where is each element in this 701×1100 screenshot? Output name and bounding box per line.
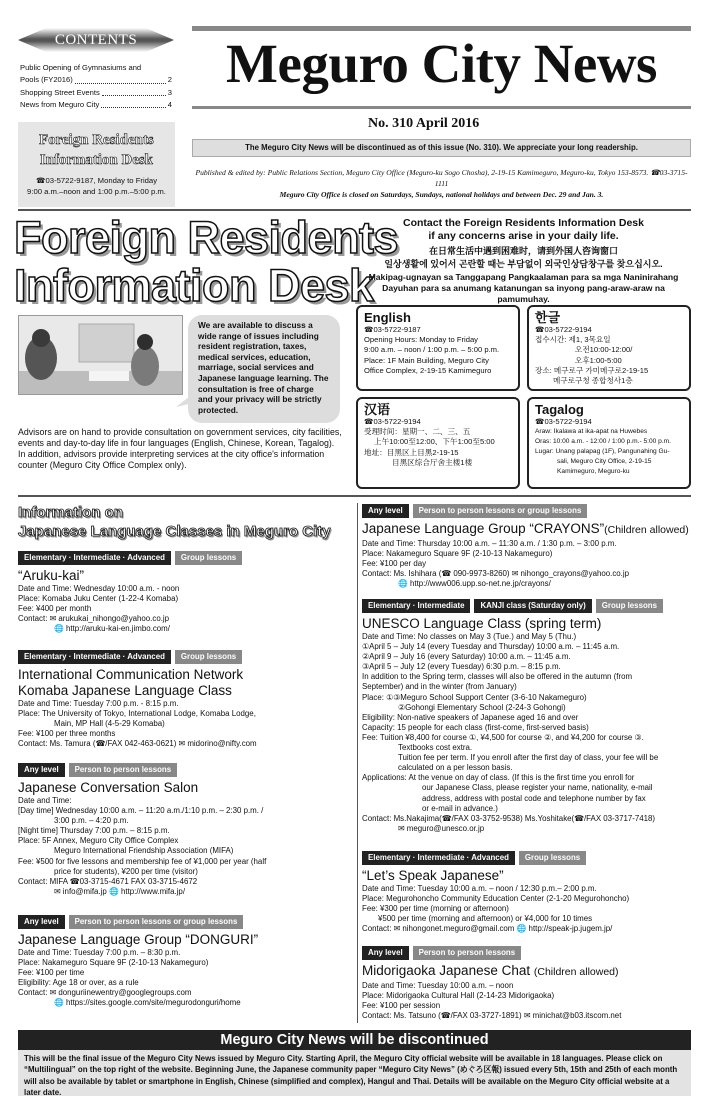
class-name: Japanese Conversation Salon: [18, 780, 199, 795]
class-unesco: Elementary · Intermediate KANJI class (Saturday only) Group lessons UNESCO Language Class (spring term) Date and Time: No classes on May 3 (Tue.) and May 5 (Thu.) ①April 5 – July 14 (every Tuesday and Thursday) 10:00 a.m. – 11:45 a.m. ②April 9 – July 16 (every Saturday) 10:00 a.m. – 11:45 a.m. ③April 5 – July 12 (every Tuesday) 6:30 p.m. – 8:15 p.m. In addition to the Spring term, classes will also be offered in the autumn (from September) and in the winter (from January) Place: ①③Meguro School Support Center (3-6-10 Nakameguro) ②Gohongi Elementary School (2-24-3 Gohongi) Eligibility: Non-native speakers of Japanese aged 16 and over Capacity: 15 people for each class (first-come, first-served basis) Fee: Tuition ¥8,400 for course ①, ¥4,500 for course ②, and ¥4,200 for course ③. Textbooks cost extra. Tuition fee per term. If you enroll after the first day of class, your fee will be calculated on a per lesson basis. Applications: At the venue on day of class. (If this is the first time you enroll for our Japanese Class, please register your name, nationality, e-mail address, address with postal code and telephone number by fax or e-mail in advance.) Contact: Ms.Nakajima(☎/FAX 03-3752-9538) Ms.Yoshitake(☎/FAX 03-3717-7418) ✉ meguro@unesco.or.jp: [362, 599, 691, 834]
class-email[interactable]: ✉ meguro@unesco.or.jp: [398, 823, 485, 833]
divider: [18, 495, 691, 497]
contact-translations: 在日常生活中遇到困难时，请到外国人咨询窗口 일상생활에 있어서 곤란할 때는 부담없이 외국인상담창구를 찾으십시오.: [384, 246, 663, 269]
class-speak: Elementary · Intermediate · Advanced Group lessons “Let’s Speak Japanese” Date and Time: Tuesday 10:00 a.m. – noon / 12:30 p.m.– 2:00 p.m. Place: Megurohoncho Community Education Center (2-1-20 Megurohoncho) Fee: ¥300 per time (morning or afternoon) ¥500 per time (morning and afternoon) or ¥4,000 for 10 times Contact: ✉ nihongonet.meguro@gmail.com 🌐 http://speak-jp.jugem.jp/: [362, 851, 691, 934]
table-of-contents: [20, 62, 172, 111]
class-icn: Elementary · Intermediate · Advanced Group lessons International Communication Network Komaba Japanese Language Class Date and Time: Tuesday 7:00 p.m. - 8:15 p.m. Place: The University of Tokyo, International Lodge, Komaba Lodge, Main, MP Hall (4-5-29 Komaba) Fee: ¥100 per three months Contact: Ms. Tamura (☎/FAX 042-463-0621) ✉ midorino@nifty.com: [18, 650, 354, 749]
english-box: English ☎03-5722-9187 Opening Hours: Monday to Friday 9:00 a.m. – noon / 1:00 p.m. – 5:00 p.m. Place: 1F Main Building, Meguro City Office Complex, 2-19-15 Kamimeguro: [356, 305, 520, 391]
masthead-title: Meguro City News: [226, 33, 657, 94]
toc-item[interactable]: Shopping Street Events 3: [20, 87, 172, 97]
desk-box-title-2: Information Desk: [39, 152, 154, 168]
contact-heading: Contact the Foreign Residents Information Desk if any concerns arise in your daily life.: [403, 217, 644, 242]
issue-number: No. 310 April 2016: [368, 116, 480, 131]
level-tag: Elementary · Intermediate · Advanced: [18, 650, 171, 664]
type-tag: Group lessons: [596, 599, 663, 613]
level-tag: Any level: [18, 915, 65, 929]
desk-headline: Foreign Residents Information Desk: [14, 212, 399, 311]
type-tag: Person to person lessons or group lessons: [413, 504, 588, 518]
type-tag: Group lessons: [175, 551, 242, 565]
type-tag: Group lessons: [175, 650, 242, 664]
type-tag: Person to person lessons or group lessons: [69, 915, 244, 929]
level-tag: Elementary · Intermediate · Advanced: [362, 851, 515, 865]
class-name: Japanese Language Group “CRAYONS”(Children allowed): [362, 521, 689, 536]
publisher-info: Published & edited by: Public Relations Section, Meguro City Office (Meguro-ku Sogo Chosha), 2-19-15 Kamimeguro, Meguro-ku, Tokyo 153-8573. ☎03-3715-1111 Meguro City Office is closed on Saturdays, Sundays, national holidays and between Dec. 29 and Jan. 3.: [195, 168, 688, 199]
desk-info-box: [18, 122, 175, 207]
type-tag: Person to person lessons: [69, 763, 177, 777]
level-tag: Elementary · Intermediate: [362, 599, 470, 613]
discontinue-notice: The Meguro City News will be discontinued as of this issue (No. 310). We appreciate your long readership.: [192, 139, 691, 157]
class-salon: Any level Person to person lessons Japanese Conversation Salon Date and Time: [Day time] Wednesday 10:00 a.m. – 11:20 a.m./1:10 p.m. – 2:30 p.m. / 3:00 p.m. – 4:20 p.m. [Night time] Thursday 7:00 p.m. – 8:15 p.m. Place: 5F Annex, Meguro City Office Complex Meguro International Friendship Association (MIFA) Fee: ¥500 for five lessons and membership fee of ¥1,000 per year (half price for students), ¥200 per time (visitor) Contact: MIFA ☎03-3715-4671 FAX 03-3715-4672 ✉ info@mifa.jp 🌐 http://www.mifa.jp/: [18, 763, 354, 897]
class-name: UNESCO Language Class (spring term): [362, 616, 602, 631]
class-url[interactable]: 🌐 https://sites.google.com/site/megurodonguri/home: [54, 998, 241, 1008]
level-tag: Elementary · Intermediate · Advanced: [18, 551, 171, 565]
class-donguri: Any level Person to person lessons or group lessons Japanese Language Group “DONGURI” Date and Time: Tuesday 7:00 p.m. – 8:30 p.m. Place: Nakameguro Square 9F (2-10-13 Nakameguro) Fee: ¥100 per time Eligibility: Age 18 or over, as a rule Contact: ✉ donguriinewentry@googlegroups.com 🌐 https://sites.google.com/site/megurodonguri/home: [18, 915, 354, 1009]
class-crayons: Any level Person to person lessons or group lessons Japanese Language Group “CRAYONS”(Children allowed) Date and Time: Thursday 10:00 a.m. – 11:30 a.m. / 1:30 p.m. – 3:00 p.m. Place: Nakameguro Square 9F (2-10-13 Nakameguro) Fee: ¥100 per day Contact: Ms. Ishihara (☎ 090-9973-8260) ✉ nihongo_crayons@yahoo.co.jp 🌐 http://www006.upp.so-net.ne.jp/crayons/: [362, 504, 691, 589]
korean-box: 한글 ☎03-5722-9194 접수시간: 제1, 3목요일 오전10:00-12:00/ 오후1:00-5:00 장소: 메구로구 가미메구로2-19-15 메구로구청 종합청사1층: [527, 305, 691, 391]
divider: [18, 209, 691, 211]
desk-box-hours: ☎03-5722-9187, Monday to Friday 9:00 a.m.–noon and 1:00 p.m.–5:00 p.m.: [27, 176, 166, 196]
advisors-text: Advisors are on hand to provide consultation on government services, city facilities, events and day-to-day life in four languages (English, Chinese, Korean, Tagalog). In addition, advisors provide interpreting services at the city office's information counter (Meguro City Office Complex only).: [18, 427, 342, 470]
level-tag: Any level: [362, 504, 409, 518]
contents-title: CONTENTS: [54, 32, 138, 48]
class-name: Japanese Language Group “DONGURI”: [18, 932, 259, 947]
footer-title: Meguro City News will be discontinued: [18, 1030, 691, 1050]
level-tag: Any level: [362, 946, 409, 960]
classes-heading: Information on Japanese Language Classes in Meguro City: [18, 504, 331, 540]
class-url[interactable]: 🌐 http://aruku-kai-en.jimbo.com/: [54, 624, 170, 634]
toc-item[interactable]: Public Opening of Gymnasiums and: [20, 63, 142, 72]
class-name: “Aruku-kai”: [18, 568, 85, 583]
toc-item-cont[interactable]: Pools (FY2016) 2: [20, 75, 172, 85]
class-name: Komaba Japanese Language Class: [18, 683, 232, 698]
class-url[interactable]: 🌐 http://www006.upp.so-net.ne.jp/crayons/: [398, 579, 551, 589]
class-url[interactable]: ✉ info@mifa.jp 🌐 http://www.mifa.jp/: [54, 886, 186, 896]
column-divider: [357, 503, 358, 1023]
toc-item[interactable]: News from Meguro City 4: [20, 99, 172, 109]
type-tag: Group lessons: [519, 851, 586, 865]
contents-banner: [18, 28, 174, 52]
class-name: “Let’s Speak Japanese”: [362, 868, 504, 883]
chinese-box: 汉语 ☎03-5722-9194 受理时间：星期一、二、三、五 上午10:00至12:00、下午1:00至5:00 地址：目黑区上目黑2-19-15 目黑区综合厅舍主楼1楼: [356, 397, 520, 489]
contact-tagalog: Makipag-ugnayan sa Tanggapang Pangkaalaman para sa mga Naninirahang Dayuhan para sa anumang katanungan sa inyong pang-araw-araw na pamumuhay.: [368, 272, 679, 305]
masthead-rule-top: [192, 26, 691, 31]
desk-photo: [18, 315, 183, 395]
masthead-rule: [192, 106, 691, 109]
type-tag: Person to person lessons: [413, 946, 521, 960]
kanji-tag: KANJI class (Saturday only): [474, 599, 591, 613]
class-midori: Any level Person to person lessons Midorigaoka Japanese Chat (Children allowed) Date and Time: Tuesday 10:00 a.m. – noon Place: Midorigaoka Cultural Hall (2-14-23 Midorigaoka) Fee: ¥100 per session Contact: Ms. Tatsuno (☎/FAX 03-3727-1891) ✉ minichat@b03.itscom.net: [362, 946, 691, 1021]
tagalog-box: Tagalog ☎03-5722-9194 Araw: Ikalawa at ika-apat na Huwebes Oras: 10:00 a.m. - 12:00 / 1:00 p.m.- 5:00 p.m. Lugar: Unang palapag (1F), Pangunahing Gu- sali, Meguro City Office, 2-19-15 Kamimeguro, Meguro-ku: [527, 397, 691, 489]
class-name: International Communication Network: [18, 667, 244, 682]
level-tag: Any level: [18, 763, 65, 777]
footer-text: This will be the final issue of the Meguro City News issued by Meguro City. Starting April, the Meguro City official website will be available in 18 languages. Please click on “Multilingual” on the top right of the website. Beginning June, the Japanese community paper “Meguro City News” (めぐろ区報) issued every 5th, 15th and 25th of each month will also be available by tablet or smartphone in English, Chinese (simplified and complex), Hangul and Thai. Details will be available on the Meguro City official website at a later date.: [18, 1050, 691, 1096]
desk-box-title-1: Foreign Residents: [39, 132, 154, 148]
class-aruku: Elementary · Intermediate · Advanced Group lessons “Aruku-kai” Date and Time: Wednesday 10:00 a.m. - noon Place: Komaba Juku Center (1-22-4 Komaba) Fee: ¥400 per month Contact: ✉ arukukai_nihongo@yahoo.co.jp 🌐 http://aruku-kai-en.jimbo.com/: [18, 551, 354, 634]
desk-bubble: We are available to discuss a wide range of issues including resident registration, taxes, medical services, education, marriage, social services and Japanese language learning. The consultation is free of charge and your privacy will be strictly protected.: [188, 315, 340, 423]
class-name: Midorigaoka Japanese Chat (Children allowed): [362, 963, 619, 978]
